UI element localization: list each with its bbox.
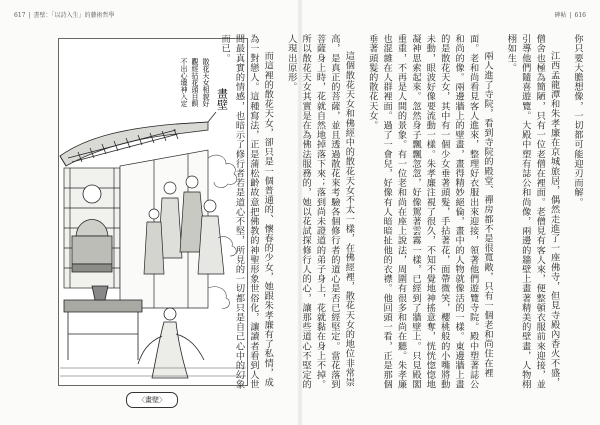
illustration-title: 畫壁 bbox=[215, 88, 229, 110]
left-running-head: 617 | 書壁：「以詩入生」的藝術哲學 bbox=[14, 12, 115, 19]
illustration-verse-2: 觀經拈花頭目瞑 bbox=[191, 58, 199, 107]
right-running-title: 碑帖 bbox=[554, 12, 567, 19]
right-running-head: 碑帖 | 616 bbox=[554, 12, 586, 19]
body-paragraph-3: 兩人進了寺院，看到寺院的殿堂、禪房都不是很寬敞，只有一個老和尚住在裡面。老和尚看見客人進來，整理好衣服出來迎接，領著他們遊覽寺院。殿中塑著誌公和尚的像。兩邊牆上的壁畫，畫得精妙絕倫，畫中的人物就像活的一樣。東邊牆上畫的是散花天女，其中有一個少女垂著頭髮，手拈著花，面帶微笑，櫻桃般的小嘴將動未動，眼波好像要流動一樣。朱孝廉注視了很久，不知不覺地神搖意奪，恍恍惚惚地凝神思索起來。忽然身子飄飄忽忽，好像駕著雲霧一樣，已經到了牆壁上。只見殿閣重重，不再是人間的景象。有一位老和尚在座上說法，周圍有很多和尚在聽。朱孝廉也混雜在人群裡面。過了一會兒，好像有人暗暗扯他的衣襟。他回頭一看，正是那個垂著頭髮的散花天女。 bbox=[366, 34, 493, 390]
illustration-verse-3: 不出心壇神入定 bbox=[180, 58, 188, 107]
illustration-caption: 〈畫壁〉 bbox=[126, 392, 178, 408]
right-page-number: 616 bbox=[574, 12, 586, 19]
left-running-title: 書壁：「以詩入生」的藝術哲學 bbox=[33, 12, 115, 19]
body-paragraph-1: 你只要大膽想像，一切都可能迎刃而解。 bbox=[572, 34, 583, 207]
body-paragraph-5: 而這裡的散花天女，卻只是一個普通的、懷春的少女，她跟朱孝廉有了私情，成為一對戀人。這種寫法，正是蒲松齡故意把佛教的神聖形象世俗化，讓讀者看到人世間最真實的情感，也暗示了修行者若是道心不堅，所見的一切都只是自己心中的幻象而已。 bbox=[219, 34, 274, 390]
body-paragraph-4: 這個散花天女和佛經中的散花天女不太一樣，在佛經裡，散花天女的地位非常崇高，是真正的菩薩，並且透過散花來考驗各個修行者的道心是否已經堅定。當花落到菩薩身上時，花就自然地掉落下來；落到尚未證道的弟子身上，花就黏在身上不掉。所以散花天女其實是在為佛法服務的，她以花試探修行人的心，讓那些道心不堅定的人現出原形。 bbox=[285, 34, 355, 390]
left-page-number: 617 bbox=[14, 12, 26, 19]
illustration-verse-1: 散花天女相貌好 bbox=[202, 58, 210, 107]
body-paragraph-2: 江西孟龍潭和朱孝廉在京城旅居，偶然走進了一座佛寺，但見寺殿內香火不盛，僧舍也極為簡陋，只有一位老僧在裡面。老僧見有客人來，便整頓衣服前來迎接，並引導他們隨喜遊覽。大殿中塑有誌公和尚像，兩邊的牆壁上畫著精美的壁畫，人物栩栩如生。 bbox=[505, 34, 560, 390]
